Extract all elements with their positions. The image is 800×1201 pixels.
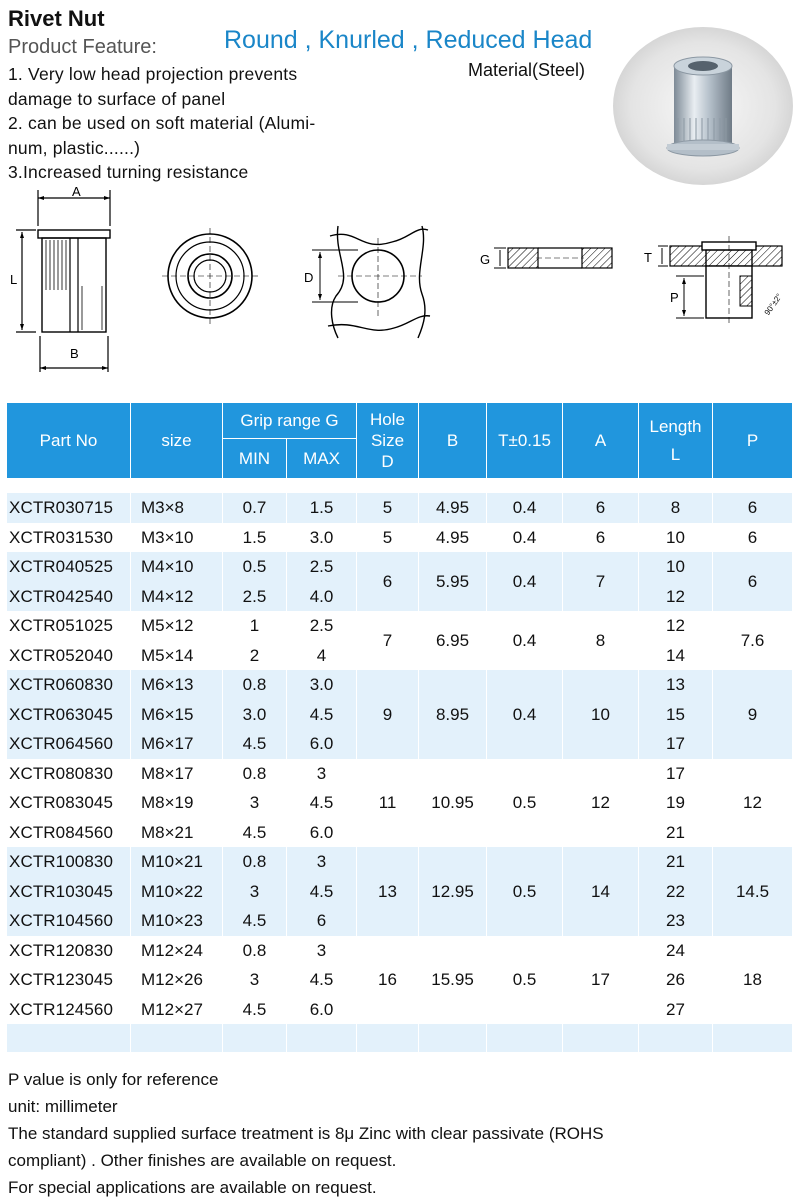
note-line: The standard supplied surface treatment is 8μ Zinc with clear passivate (ROHS [8, 1124, 604, 1143]
cell-max: 6.0 [287, 995, 357, 1025]
cell-b: 4.95 [419, 493, 487, 523]
cell-b: 10.95 [419, 759, 487, 848]
cell-length: 17 [639, 729, 713, 759]
cell-p: 12 [713, 759, 793, 848]
top-view-drawing [160, 186, 260, 386]
cell-min: 0.5 [223, 552, 287, 582]
header-length [639, 403, 713, 479]
cell-min: 2.5 [223, 582, 287, 612]
header-max: MAX [287, 439, 357, 479]
table-spacer [7, 479, 793, 494]
feature-line: 2. can be used on soft material (Alumi- [8, 113, 316, 133]
panel-hole-drawing [298, 186, 448, 386]
header-hole-line: Size [370, 431, 405, 450]
note-line: P value is only for reference [8, 1070, 219, 1089]
cell-p: 18 [713, 936, 793, 1025]
table-footer-row [7, 1024, 793, 1052]
cell-part-no: XCTR103045 [7, 877, 131, 907]
notes-block [8, 1066, 788, 1201]
rivet-nut-photo [612, 26, 794, 186]
cell-length: 24 [639, 936, 713, 966]
cell-size: M5×12 [131, 611, 223, 641]
cell-max: 2.5 [287, 611, 357, 641]
cell-part-no: XCTR051025 [7, 611, 131, 641]
feature-line: damage to surface of panel [8, 88, 226, 109]
cell-min: 4.5 [223, 818, 287, 848]
cell-min: 3 [223, 788, 287, 818]
cell-part-no: XCTR120830 [7, 936, 131, 966]
cell-min: 4.5 [223, 906, 287, 936]
cell-max: 4.5 [287, 788, 357, 818]
header-grip-range: Grip range G [223, 403, 357, 439]
cell-a: 7 [563, 552, 639, 611]
cell-length: 19 [639, 788, 713, 818]
cell-part-no: XCTR100830 [7, 847, 131, 877]
cell-length: 10 [639, 552, 713, 582]
cell-min: 3 [223, 877, 287, 907]
cell-max: 4.5 [287, 700, 357, 730]
cell-p: 6 [713, 552, 793, 611]
note-line: For special applications are available on request. [8, 1178, 377, 1197]
dim-p-label: P [670, 290, 679, 305]
cell-t: 0.4 [487, 523, 563, 553]
cell-hole-size: 5 [357, 523, 419, 553]
cell-length: 23 [639, 906, 713, 936]
table-row [7, 759, 793, 789]
cell-t: 0.4 [487, 611, 563, 670]
cell-min: 4.5 [223, 995, 287, 1025]
product-headline: Round , Knurled , Reduced Head [224, 26, 593, 54]
header-hole-size [357, 403, 419, 479]
cell-size: M10×23 [131, 906, 223, 936]
cell-b: 6.95 [419, 611, 487, 670]
cell-size: M5×14 [131, 641, 223, 671]
spec-table [6, 402, 793, 1052]
cell-part-no: XCTR052040 [7, 641, 131, 671]
note-line: unit: millimeter [8, 1097, 118, 1116]
cell-hole-size: 7 [357, 611, 419, 670]
table-row [7, 611, 793, 641]
cell-length: 10 [639, 523, 713, 553]
table-row [7, 670, 793, 700]
cell-min: 3 [223, 965, 287, 995]
header-size: size [131, 403, 223, 479]
header-b: B [419, 403, 487, 479]
cell-max: 4.0 [287, 582, 357, 612]
installed-section-drawing [640, 186, 790, 386]
cell-b: 8.95 [419, 670, 487, 759]
header-p: P [713, 403, 793, 479]
cell-size: M10×21 [131, 847, 223, 877]
header-hole-line: D [381, 452, 394, 471]
cell-length: 15 [639, 700, 713, 730]
table-row [7, 493, 793, 523]
cell-size: M8×21 [131, 818, 223, 848]
cell-hole-size: 6 [357, 552, 419, 611]
header-length-line: Length [649, 416, 702, 436]
cell-t: 0.4 [487, 552, 563, 611]
cell-part-no: XCTR060830 [7, 670, 131, 700]
cell-size: M8×17 [131, 759, 223, 789]
cell-p: 7.6 [713, 611, 793, 670]
cell-max: 3.0 [287, 670, 357, 700]
cell-part-no: XCTR084560 [7, 818, 131, 848]
cell-length: 12 [639, 611, 713, 641]
cell-min: 2 [223, 641, 287, 671]
cell-length: 21 [639, 818, 713, 848]
cell-part-no: XCTR123045 [7, 965, 131, 995]
header-length-line: L [670, 444, 681, 464]
dim-d-label: D [304, 270, 314, 285]
cell-min: 0.8 [223, 670, 287, 700]
cell-length: 13 [639, 670, 713, 700]
cell-size: M6×13 [131, 670, 223, 700]
cell-b: 4.95 [419, 523, 487, 553]
cell-max: 1.5 [287, 493, 357, 523]
cell-part-no: XCTR083045 [7, 788, 131, 818]
cell-part-no: XCTR063045 [7, 700, 131, 730]
cell-min: 0.7 [223, 493, 287, 523]
cell-size: M12×27 [131, 995, 223, 1025]
cell-size: M3×8 [131, 493, 223, 523]
cell-t: 0.4 [487, 670, 563, 759]
dim-b-label: B [70, 346, 79, 361]
table-row [7, 936, 793, 966]
cell-t: 0.4 [487, 493, 563, 523]
cell-part-no: XCTR124560 [7, 995, 131, 1025]
feature-line: num, plastic......) [8, 137, 141, 158]
header-hole-line: Hole [370, 410, 405, 429]
cell-hole-size: 13 [357, 847, 419, 936]
cell-min: 0.8 [223, 759, 287, 789]
cell-a: 6 [563, 493, 639, 523]
cell-length: 8 [639, 493, 713, 523]
cell-max: 2.5 [287, 552, 357, 582]
cell-b: 12.95 [419, 847, 487, 936]
product-title: Rivet Nut [8, 6, 105, 31]
cell-hole-size: 16 [357, 936, 419, 1025]
cell-a: 10 [563, 670, 639, 759]
cell-part-no: XCTR040525 [7, 552, 131, 582]
cell-length: 27 [639, 995, 713, 1025]
table-row [7, 523, 793, 553]
cell-a: 6 [563, 523, 639, 553]
cell-b: 5.95 [419, 552, 487, 611]
side-view-drawing [8, 186, 128, 386]
feature-list [8, 62, 368, 185]
cell-part-no: XCTR080830 [7, 759, 131, 789]
header-part-no: Part No [7, 403, 131, 479]
cell-length: 22 [639, 877, 713, 907]
cell-hole-size: 9 [357, 670, 419, 759]
cell-length: 21 [639, 847, 713, 877]
feature-line: 3.Increased turning resistance [8, 162, 249, 182]
cell-min: 0.8 [223, 847, 287, 877]
cell-min: 4.5 [223, 729, 287, 759]
cell-size: M6×17 [131, 729, 223, 759]
cell-b: 15.95 [419, 936, 487, 1025]
cell-max: 3 [287, 847, 357, 877]
cell-max: 3 [287, 759, 357, 789]
cell-size: M6×15 [131, 700, 223, 730]
feature-heading: Product Feature: [8, 36, 157, 58]
cell-max: 4.5 [287, 965, 357, 995]
cell-p: 14.5 [713, 847, 793, 936]
note-line: compliant) . Other finishes are available on request. [8, 1151, 397, 1170]
angle-label: 90°±2° [762, 292, 784, 317]
cell-t: 0.5 [487, 936, 563, 1025]
cell-max: 3 [287, 936, 357, 966]
cell-part-no: XCTR042540 [7, 582, 131, 612]
cell-size: M8×19 [131, 788, 223, 818]
cell-max: 6.0 [287, 818, 357, 848]
dim-l-label: L [10, 272, 18, 287]
cell-part-no: XCTR031530 [7, 523, 131, 553]
cell-size: M4×10 [131, 552, 223, 582]
cell-a: 8 [563, 611, 639, 670]
cell-a: 17 [563, 936, 639, 1025]
cell-p: 6 [713, 523, 793, 553]
cell-size: M12×24 [131, 936, 223, 966]
table-row [7, 552, 793, 582]
header-min: MIN [223, 439, 287, 479]
cell-p: 6 [713, 493, 793, 523]
cell-part-no: XCTR030715 [7, 493, 131, 523]
cell-min: 1.5 [223, 523, 287, 553]
cell-max: 4 [287, 641, 357, 671]
cell-length: 12 [639, 582, 713, 612]
cell-size: M3×10 [131, 523, 223, 553]
cell-t: 0.5 [487, 847, 563, 936]
grip-section-drawing [476, 186, 616, 386]
cell-length: 17 [639, 759, 713, 789]
cell-max: 4.5 [287, 877, 357, 907]
feature-line: 1. Very low head projection prevents [8, 64, 298, 84]
cell-max: 6 [287, 906, 357, 936]
cell-a: 14 [563, 847, 639, 936]
cell-size: M10×22 [131, 877, 223, 907]
cell-a: 12 [563, 759, 639, 848]
cell-size: M4×12 [131, 582, 223, 612]
cell-min: 1 [223, 611, 287, 641]
cell-t: 0.5 [487, 759, 563, 848]
material-label: Material(Steel) [468, 60, 586, 80]
cell-min: 0.8 [223, 936, 287, 966]
header-t: T±0.15 [487, 403, 563, 479]
dim-a-label: A [72, 186, 81, 199]
cell-part-no: XCTR104560 [7, 906, 131, 936]
cell-max: 3.0 [287, 523, 357, 553]
dim-g-label: G [480, 252, 491, 267]
table-row [7, 847, 793, 877]
cell-max: 6.0 [287, 729, 357, 759]
cell-min: 3.0 [223, 700, 287, 730]
cell-size: M12×26 [131, 965, 223, 995]
cell-p: 9 [713, 670, 793, 759]
cell-hole-size: 5 [357, 493, 419, 523]
cell-part-no: XCTR064560 [7, 729, 131, 759]
dim-t-label: T [644, 250, 652, 265]
header-a: A [563, 403, 639, 479]
cell-hole-size: 11 [357, 759, 419, 848]
cell-length: 14 [639, 641, 713, 671]
cell-length: 26 [639, 965, 713, 995]
